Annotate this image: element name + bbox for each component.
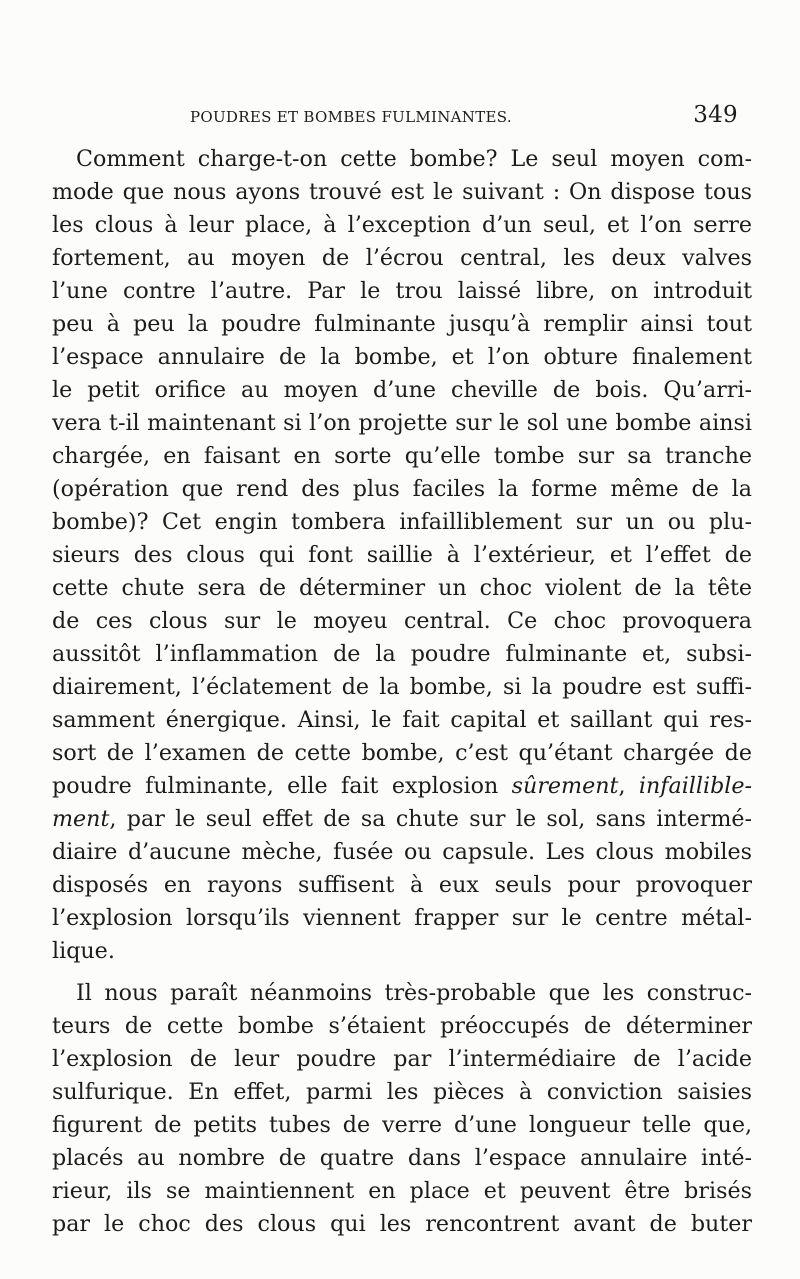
text-line: lique. (52, 938, 115, 964)
text-line-with-emphasis (52, 771, 752, 801)
text-line: cette chute sera de déterminer un choc violent de la tête (52, 575, 752, 601)
text-line: Comment charge-t-on cette bombe? Le seul moyen com- (76, 146, 752, 172)
running-head (190, 104, 750, 132)
text-line: de ces clous sur le moyeu central. Ce choc provoquera (52, 608, 752, 634)
text-line: figurent de petits tubes de verre d’une longueur telle que, (52, 1112, 752, 1138)
text-line: bombe)? Cet engin tombera infailliblement sur un ou plu- (52, 509, 752, 535)
text-line: fortement, au moyen de l’écrou central, les deux valves (52, 245, 752, 271)
text-line: vera t-il maintenant si l’on projette sur le sol une bombe ainsi (52, 410, 752, 436)
text-line: Il nous paraît néanmoins très-probable que les construc- (76, 980, 752, 1006)
text-line: placés au nombre de quatre dans l’espace annulaire inté- (52, 1145, 752, 1171)
text-line: peu à peu la poudre fulminante jusqu’à remplir ainsi tout (52, 311, 752, 337)
text-line: teurs de cette bombe s’étaient préoccupés de déterminer (52, 1013, 752, 1039)
text-line: mode que nous ayons trouvé est le suivant : On dispose tous (52, 179, 752, 205)
text-line: l’explosion lorsqu’ils viennent frapper sur le centre métal- (52, 905, 752, 931)
emphasis-word: infaillible- (638, 773, 753, 799)
text-line: aussitôt l’inflammation de la poudre fulminante et, subsi- (52, 641, 752, 667)
text-line: le petit orifice au moyen d’une cheville de bois. Qu’arri- (52, 377, 752, 403)
text-line: samment énergique. Ainsi, le fait capital et saillant qui res- (52, 707, 752, 733)
text-line: l’explosion de leur poudre par l’intermédiaire de l’acide (52, 1046, 752, 1072)
text-line: par le choc des clous qui les rencontrent avant de buter (52, 1211, 752, 1237)
text-line: l’une contre l’autre. Par le trou laissé libre, on introduit (52, 278, 752, 304)
text-line: disposés en rayons suffisent à eux seuls pour provoquer (52, 872, 752, 898)
text-line: sieurs des clous qui font saillie à l’extérieur, et l’effet de (52, 542, 752, 568)
emphasis-word: ment (52, 806, 110, 832)
text-line: rieur, ils se maintiennent en place et peuvent être brisés (52, 1178, 752, 1204)
text-line: diairement, l’éclatement de la bombe, si la poudre est suffi- (52, 674, 752, 700)
text-line: l’espace annulaire de la bombe, et l’on obture finalement (52, 344, 752, 370)
text-line: diaire d’aucune mèche, fusée ou capsule. Les clous mobiles (52, 839, 752, 865)
text-segment: poudre fulminante, elle fait explosion (52, 773, 512, 799)
page-number: 349 (693, 102, 738, 128)
text-line-with-emphasis (52, 804, 752, 834)
text-line: sort de l’examen de cette bombe, c’est qu’étant chargée de (52, 740, 752, 766)
text-line: chargée, en faisant en sorte qu’elle tombe sur sa tranche (52, 443, 752, 469)
text-line: les clous à leur place, à l’exception d’un seul, et l’on serre (52, 212, 752, 238)
emphasis-word: sûrement (511, 773, 619, 799)
text-line: (opération que rend des plus faciles la forme même de la (52, 476, 752, 502)
text-segment: , (618, 773, 639, 799)
running-title: POUDRES ET BOMBES FULMINANTES. (190, 108, 512, 126)
text-line: sulfurique. En effet, parmi les pièces à conviction saisies (52, 1079, 752, 1105)
text-segment: , par le seul effet de sa chute sur le sol, sans intermé- (109, 806, 752, 832)
